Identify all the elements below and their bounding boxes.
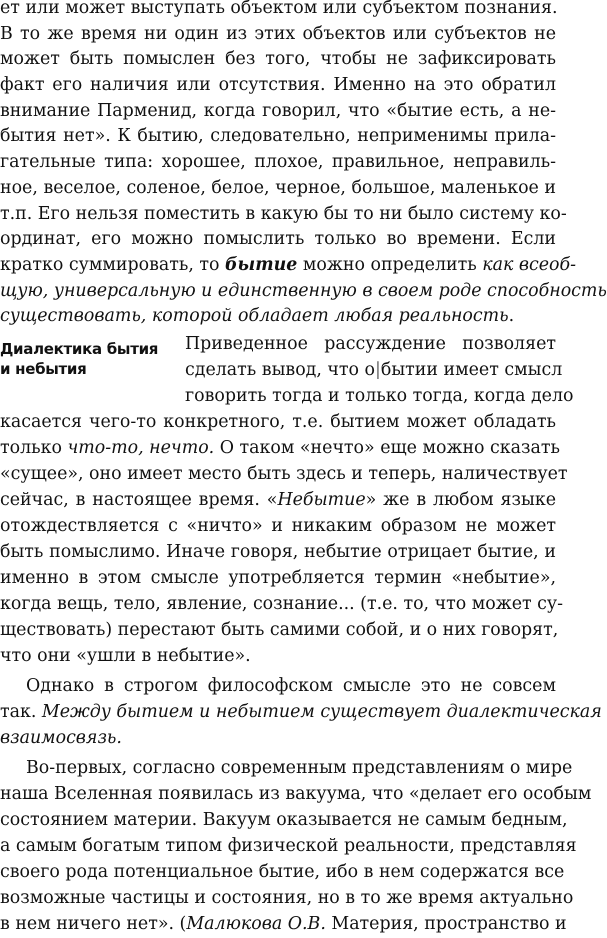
text-run: внимание Парменид, когда говорил, что «бытие есть, а не-: [0, 100, 556, 121]
text-run: состоянием материи. Вакуум оказывается не самым бедным,: [0, 810, 568, 830]
text-run: отождествляется с «ничто» и никаким образом не может: [0, 516, 556, 536]
text-run: бытии имеет смысл: [380, 360, 563, 380]
text-run: гательные типа: хорошее, плохое, правильное, неправиль-: [0, 152, 556, 173]
text-line-wrap: [0, 462, 568, 488]
text-run: .: [508, 306, 515, 327]
text-line: [0, 834, 577, 860]
text-run: ординат, его можно помыслить только во времени. Если: [0, 229, 556, 250]
text-line-wrap: [0, 912, 567, 938]
text-line-wrap: [0, 756, 573, 782]
text-run: т.п. Его нельзя поместить в какую бы то ни было систему ко-: [0, 203, 567, 224]
text-run: как всеоб-: [482, 254, 577, 275]
text-line: [0, 0, 556, 22]
text-line: [0, 73, 556, 99]
text-run: что-то, нечто.: [67, 438, 215, 458]
text-run: можно определить: [297, 254, 483, 275]
text-run: Во-первых, согласно современным представлениям о мире: [26, 758, 573, 778]
text-line: [0, 782, 592, 808]
text-line: [0, 22, 556, 48]
text-line: [0, 124, 556, 150]
text-run: бытие: [225, 254, 298, 275]
text-run: своего рода потенциальное бытие, ибо в нем содержатся все: [0, 862, 565, 882]
text-run: |: [375, 360, 381, 380]
text-run: говорить тогда и только тогда, когда дело: [185, 386, 574, 406]
text-line-wrap: [0, 834, 577, 860]
text-run: именно в этом смысле употребляется термин «небытие»,: [0, 568, 556, 588]
text-line: [0, 47, 556, 73]
text-line-wrap: [185, 358, 563, 384]
text-line-wrap: [185, 332, 556, 358]
text-line: [185, 358, 563, 384]
text-run: может быть помыслен без того, чтобы не зафиксировать: [0, 49, 556, 70]
side-heading-line-1: Диалектика бытия: [0, 340, 159, 358]
text-run: кратко суммировать, то: [0, 254, 225, 275]
text-run: О таком «нечто» еще можно сказать: [214, 438, 560, 458]
text-line-wrap: [0, 514, 556, 540]
text-run: в нем ничего нет». (: [0, 914, 187, 934]
text-line: [0, 756, 573, 782]
text-line: [0, 279, 607, 305]
text-line: [0, 860, 565, 886]
text-run: Малюкова О.В.: [186, 914, 326, 934]
text-line: [185, 332, 556, 358]
text-line: [0, 808, 568, 834]
text-line: [0, 176, 556, 202]
text-line: [185, 384, 574, 410]
text-line: [0, 253, 577, 279]
text-run: факт его наличия или отсутствия. Именно на это обратил: [0, 75, 556, 96]
text-run: Однако в строгом философском смысле это не совсем: [26, 676, 556, 696]
side-heading-line-2: и небытия: [0, 360, 87, 378]
text-line: [0, 592, 564, 618]
text-line: [0, 488, 556, 514]
text-run: «сущее», оно имеет место быть здесь и теперь, наличествует: [0, 464, 568, 484]
text-line: [0, 462, 568, 488]
text-run: ное, веселое, соленое, белое, черное, большое, маленькое и: [0, 177, 556, 198]
text-run: Между бытием и небытием существует диалектическая: [41, 702, 602, 722]
text-run: наша Вселенная появилась из вакуума, что «делает его особым: [0, 784, 592, 804]
text-run: а самым богатым типом физической реальности, представляя: [0, 836, 577, 856]
text-line-wrap: [185, 384, 574, 410]
text-line-wrap: [0, 592, 564, 618]
text-line: [0, 227, 556, 253]
text-run: сделать вывод, что о: [185, 360, 376, 380]
text-line-wrap: [0, 886, 574, 912]
text-line: [0, 618, 559, 644]
text-line: [0, 540, 556, 566]
text-line: [0, 886, 574, 912]
text-line: [0, 99, 556, 125]
text-run: Приведенное рассуждение позволяет: [185, 334, 556, 354]
text-run: только: [0, 438, 68, 458]
text-run: сейчас, в настоящее время. «: [0, 490, 278, 510]
text-line-wrap: [0, 700, 602, 726]
text-run: ществовать) перестают быть самими собой, и о них говорят,: [0, 620, 559, 640]
side-heading: [0, 339, 175, 379]
text-run: возможные частицы и состояния, но в то же время актуально: [0, 888, 574, 908]
text-line-wrap: [0, 436, 560, 462]
intro-paragraph: [0, 0, 607, 330]
text-line: [0, 674, 556, 700]
text-line-wrap: [0, 618, 559, 644]
text-line: [0, 566, 556, 592]
text-line-wrap: [0, 808, 568, 834]
text-line-wrap: [0, 540, 556, 566]
text-line-wrap: [0, 782, 592, 808]
text-line-wrap: [0, 566, 556, 592]
text-line: [0, 514, 556, 540]
text-line-wrap: [0, 726, 556, 752]
text-run: Материя, пространство и: [325, 914, 567, 934]
text-run: когда вещь, тело, явление, сознание... (т.е. то, что может су-: [0, 594, 564, 614]
text-run: » же в любом языке: [365, 490, 556, 510]
text-run: существовать, которой обладает любая реальность: [0, 306, 509, 327]
text-line-wrap: [0, 488, 556, 514]
text-run: так.: [0, 702, 42, 722]
text-run: быть помыслимо. Иначе говоря, небытие отрицает бытие, и: [0, 542, 556, 562]
text-line: [0, 700, 602, 726]
text-run: щую, универсальную и единственную в своем роде способность: [0, 280, 607, 301]
text-line: [0, 726, 556, 752]
text-line: [0, 644, 556, 670]
text-line-wrap: [0, 674, 556, 700]
text-line: [0, 912, 567, 938]
text-line: [0, 150, 556, 176]
text-run: что они «ушли в небытие».: [0, 646, 251, 666]
text-run: бытия нет». К бытию, следовательно, неприменимы прила-: [0, 126, 556, 147]
text-run: взаимосвязь.: [0, 728, 122, 748]
text-run: ет или может выступать объектом или субъектом познания.: [0, 0, 558, 18]
text-run: касается чего-то конкретного, т.е. бытием может обладать: [0, 412, 556, 432]
text-run: Небытие: [277, 490, 366, 510]
text-line: [0, 202, 567, 228]
text-line-wrap: [0, 644, 556, 670]
text-line-wrap: [0, 410, 556, 436]
text-run: В то же время ни один из этих объектов или субъектов не: [0, 23, 556, 44]
text-line-wrap: [0, 860, 565, 886]
text-line: [0, 304, 556, 330]
text-line: [0, 410, 556, 436]
text-line: [0, 436, 560, 462]
